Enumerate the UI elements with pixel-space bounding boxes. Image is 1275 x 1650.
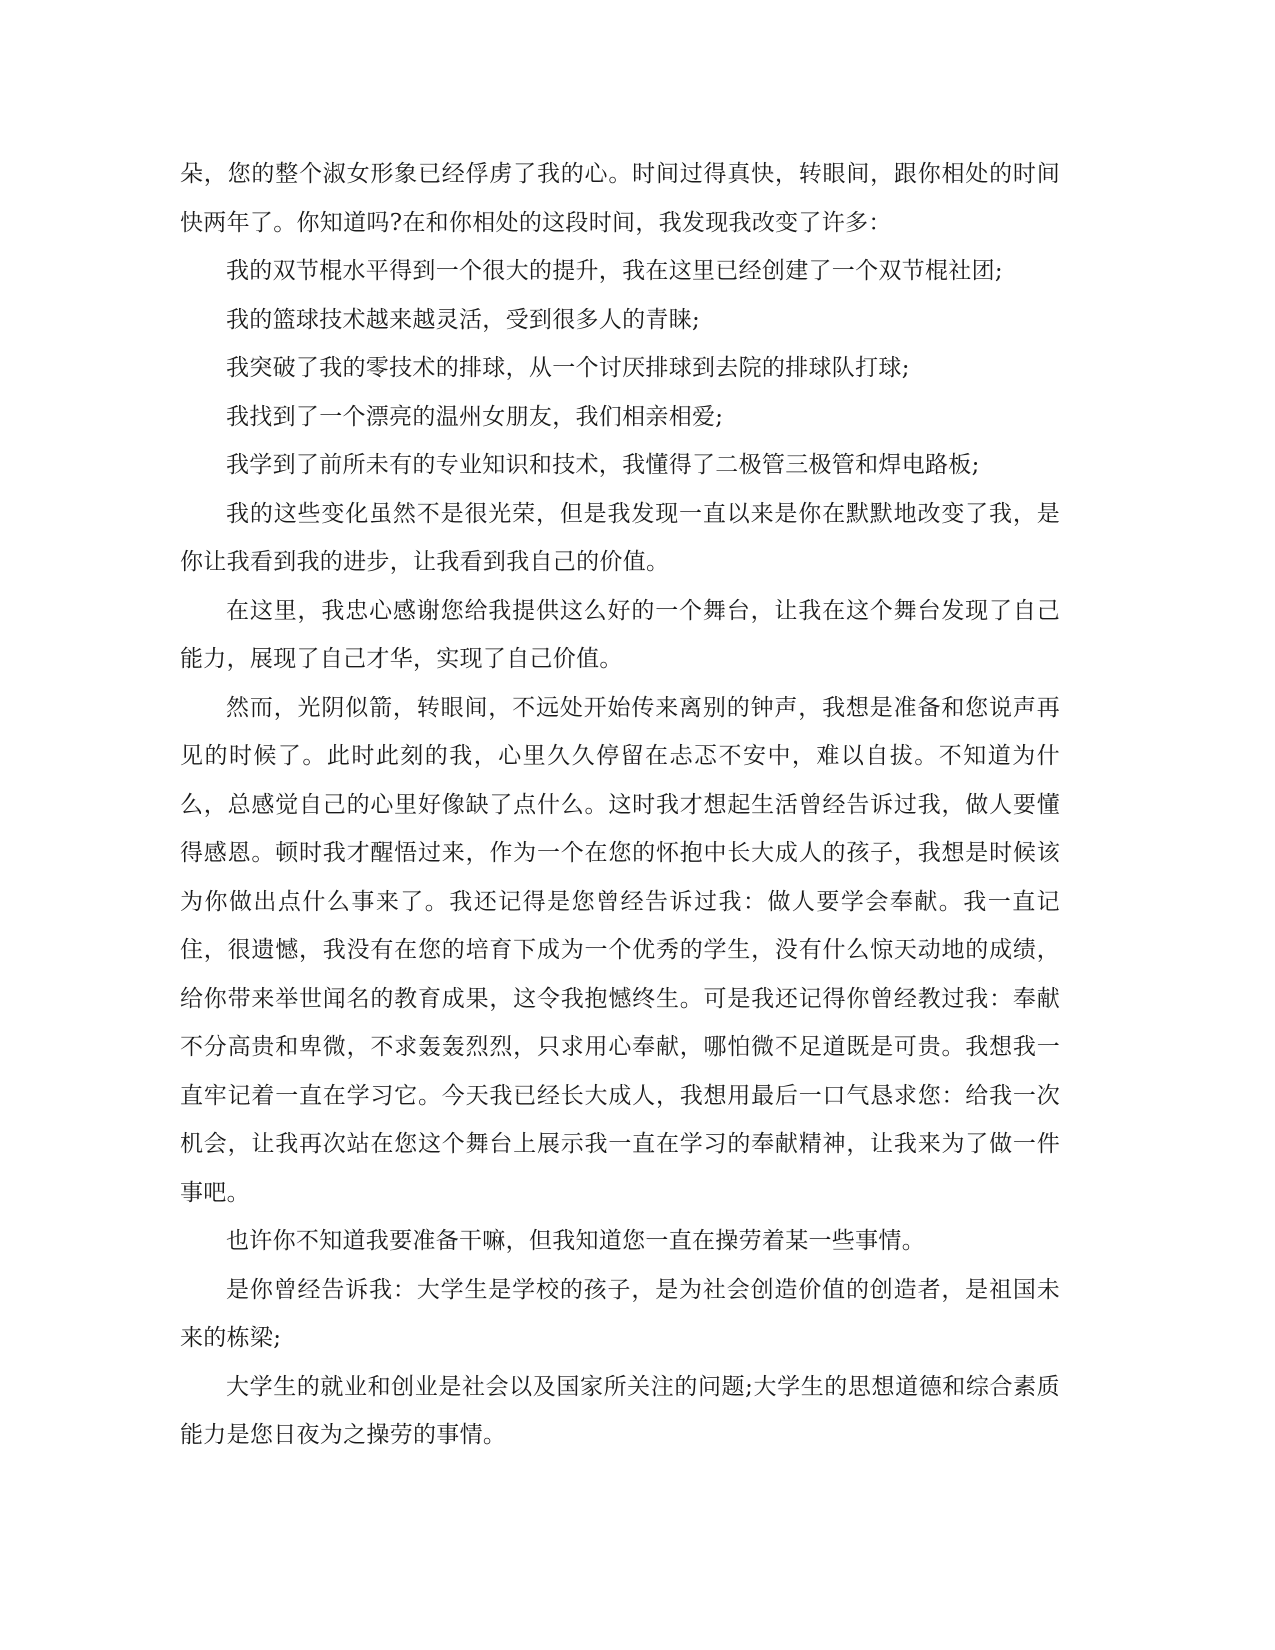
paragraph-knowledge: 我学到了前所未有的专业知识和技术，我懂得了二极管三极管和焊电路板; [226,452,980,478]
paragraph-continued: 朵，您的整个淑女形象已经俘虏了我的心。时间过得真快，转眼间，跟你相处的时间快两年了。你知道吗?在和你相处的这段时间，我发现我改变了许多： [180,161,1060,236]
paragraph-students: 是你曾经告诉我：大学生是学校的孩子，是为社会创造价值的创造者，是祖国未来的栋梁; [180,1276,1060,1351]
document-body [180,150,1060,1460]
paragraph-employment: 大学生的就业和创业是社会以及国家所关注的问题;大学生的思想道德和综合素质能力是您日夜为之操劳的事情。 [180,1373,1060,1448]
paragraph-perhaps: 也许你不知道我要准备干嘛，但我知道您一直在操劳着某一些事情。 [226,1228,925,1254]
paragraph-thanks: 在这里，我忠心感谢您给我提供这么好的一个舞台，让我在这个舞台发现了自己能力，展现了自己才华，实现了自己价值。 [180,597,1060,672]
paragraph-basketball: 我的篮球技术越来越灵活，受到很多人的青睐; [226,306,701,333]
paragraph-girlfriend: 我找到了一个漂亮的温州女朋友，我们相亲相爱; [226,403,724,430]
paragraph-changes: 我的这些变化虽然不是很光荣，但是我发现一直以来是你在默默地改变了我，是你让我看到我的进步，让我看到我自己的价值。 [180,500,1060,575]
paragraph-volleyball: 我突破了我的零技术的排球，从一个讨厌排球到去院的排球队打球; [226,355,910,381]
paragraph-nunchaku: 我的双节棍水平得到一个很大的提升，我在这里已经创建了一个双节棍社团; [226,258,1003,284]
paragraph-farewell: 然而，光阴似箭，转眼间，不远处开始传来离别的钟声，我想是准备和您说声再见的时候了。此时此刻的我，心里久久停留在忐忑不安中，难以自拔。不知道为什么，总感觉自己的心里好像缺了点什么。这时我才想起生活曾经告诉过我，做人要懂得感恩。顿时我才醒悟过来，作为一个在您的怀抱中长大成人的孩子，我想是时候该为你做出点什么事来了。我还记得是您曾经告诉过我：做人要学会奉献。我一直记住，很遗憾，我没有在您的培育下成为一个优秀的学生，没有什么惊天动地的成绩，给你带来举世闻名的教育成果，这令我抱憾终生。可是我还记得你曾经教过我：奉献不分高贵和卑微，不求轰轰烈烈，只求用心奉献，哪怕微不足道既是可贵。我想我一直牢记着一直在学习它。今天我已经长大成人，我想用最后一口气恳求您：给我一次机会，让我再次站在您这个舞台上展示我一直在学习的奉献精神，让我来为了做一件事吧。 [180,694,1060,1206]
